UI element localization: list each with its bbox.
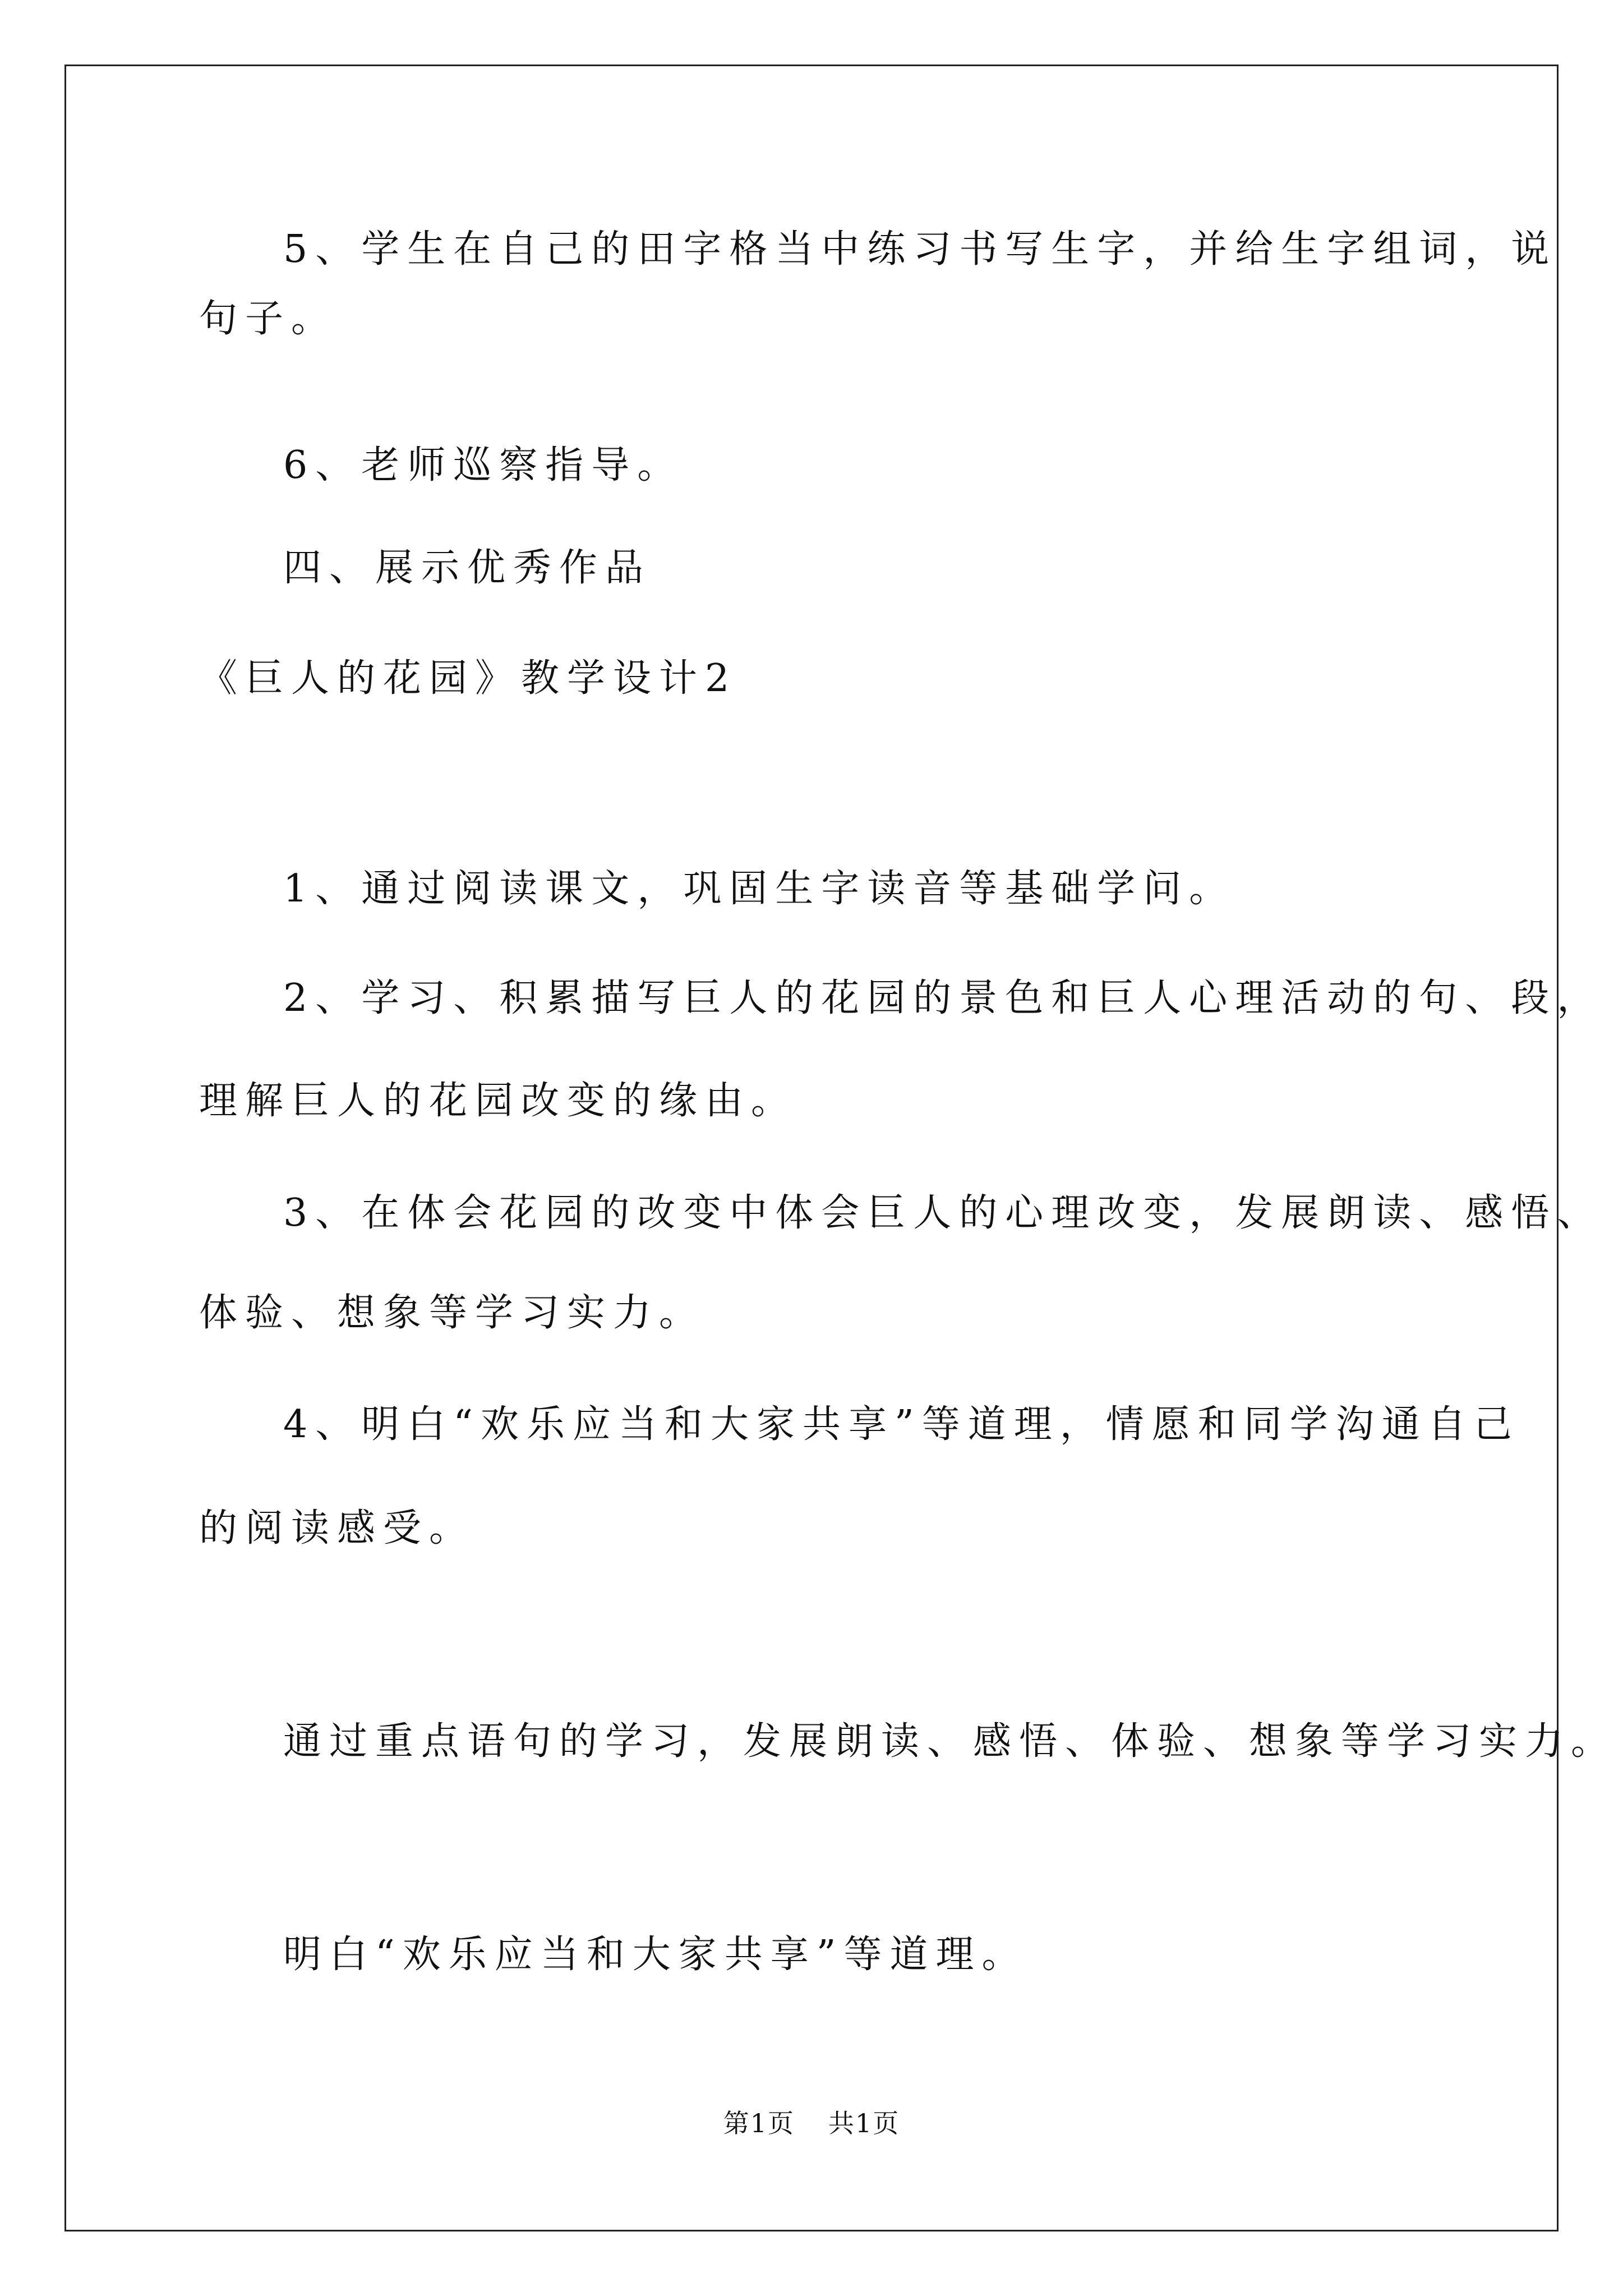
paragraph-line: 句子。 — [199, 297, 338, 341]
paragraph-line: 6、老师巡察指导。 — [283, 443, 684, 487]
page-total: 共1页 — [828, 2108, 900, 2138]
paragraph-line: 1、通过阅读课文，巩固生字读音等基础学问。 — [283, 867, 1235, 911]
page-border — [64, 65, 1559, 2231]
paragraph-line: 5、学生在自己的田字格当中练习书写生字，并给生字组词，说 — [283, 227, 1557, 272]
paragraph-line: 体验、想象等学习实力。 — [199, 1291, 706, 1335]
page-footer — [0, 2106, 1623, 2140]
paragraph-line: 四、展示优秀作品 — [283, 546, 652, 590]
section-heading: 《巨人的花园》教学设计2 — [199, 656, 737, 701]
paragraph-line: 3、在体会花园的改变中体会巨人的心理改变，发展朗读、感悟、 — [283, 1191, 1603, 1235]
paragraph-line: 4、明白“欢乐应当和大家共享”等道理，情愿和同学沟通自己 — [283, 1402, 1520, 1447]
paragraph-line: 明白“欢乐应当和大家共享”等道理。 — [283, 1932, 1028, 1977]
paragraph-line: 理解巨人的花园改变的缘由。 — [199, 1079, 797, 1123]
paragraph-line: 通过重点语句的学习，发展朗读、感悟、体验、想象等学习实力。 — [283, 1719, 1617, 1764]
page-number: 第1页 — [723, 2108, 795, 2138]
paragraph-line: 的阅读感受。 — [199, 1506, 476, 1550]
paragraph-line: 2、学习、积累描写巨人的花园的景色和巨人心理活动的句、段， — [283, 976, 1603, 1020]
